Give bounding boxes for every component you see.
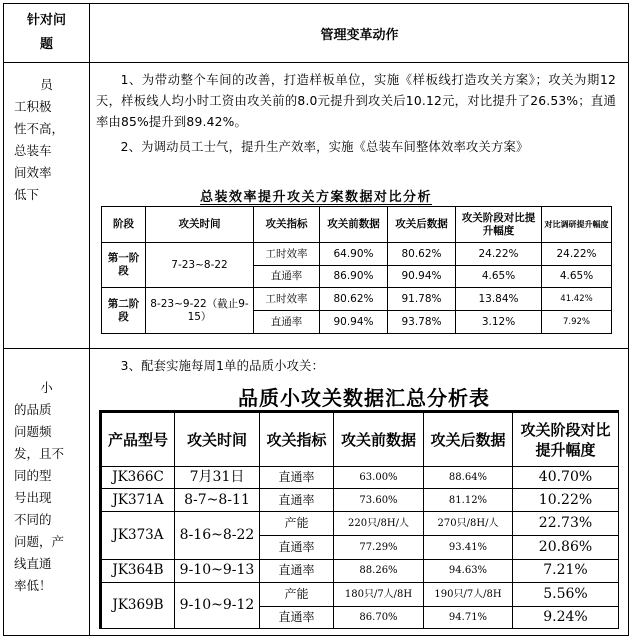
- value-cell: 20.86%: [513, 536, 619, 559]
- value-cell: 24.22%: [542, 243, 612, 266]
- model-cell: JK373A: [101, 512, 175, 559]
- table-row: [101, 467, 619, 489]
- value-cell: 22.73%: [513, 512, 619, 536]
- table-row: [101, 512, 619, 536]
- value-cell: 190只/7人/8H: [424, 582, 513, 606]
- period-cell: 7-23~8-22: [146, 243, 254, 288]
- period-cell: 9-10~9-12: [175, 582, 260, 628]
- issue-2-line: 同的型: [14, 468, 52, 483]
- column-header: 攻关前数据: [320, 207, 388, 243]
- value-cell: 3.12%: [456, 311, 542, 334]
- metric-cell: 工时效率: [254, 243, 320, 266]
- quality-summary-table: [99, 410, 619, 629]
- issue-2-text: [4, 377, 89, 597]
- value-cell: 180只/7人/8H: [334, 582, 424, 606]
- metric-cell: 工时效率: [254, 288, 320, 311]
- efficiency-comparison-table: [101, 206, 612, 334]
- value-cell: 7.92%: [542, 311, 612, 334]
- issue-2-line: 发，且不: [14, 446, 65, 461]
- issue-1-line: 总装车: [14, 143, 52, 158]
- metric-cell: 产能: [260, 582, 334, 606]
- issue-1-line: 间效率: [14, 165, 52, 180]
- efficiency-table-title: 总装效率提升攻关方案数据对比分析: [200, 190, 433, 205]
- metric-cell: 直通率: [260, 489, 334, 512]
- value-cell: 80.62%: [320, 288, 388, 311]
- value-cell: 13.84%: [456, 288, 542, 311]
- issue-2-line: 不同的: [14, 512, 52, 527]
- table-header-row: [102, 207, 612, 243]
- issue-1-line: 员: [40, 77, 53, 92]
- value-cell: 73.60%: [334, 489, 424, 512]
- model-cell: JK371A: [101, 489, 175, 512]
- model-cell: JK364B: [101, 559, 175, 582]
- issue-2-line: 率低！: [14, 578, 52, 593]
- period-cell: 9-10~9-13: [175, 559, 260, 582]
- value-cell: 64.90%: [320, 243, 388, 266]
- column-header: 产品型号: [101, 412, 175, 467]
- issue-1-line: 性不高，: [14, 121, 65, 136]
- value-cell: 93.78%: [388, 311, 456, 334]
- value-cell: 40.70%: [513, 467, 619, 489]
- table-row: [101, 559, 619, 582]
- table-row: [101, 489, 619, 512]
- issue-2-line: 的品质: [14, 402, 52, 417]
- value-cell: 86.90%: [320, 266, 388, 288]
- value-cell: 94.63%: [424, 559, 513, 582]
- value-cell: 91.78%: [388, 288, 456, 311]
- value-cell: 5.56%: [513, 582, 619, 606]
- value-cell: 10.22%: [513, 489, 619, 512]
- table-row: [102, 243, 612, 266]
- value-cell: 77.29%: [334, 536, 424, 559]
- value-cell: 41.42%: [542, 288, 612, 311]
- metric-cell: 直通率: [260, 559, 334, 582]
- issue-1-line: 低下: [14, 187, 40, 202]
- period-cell: 8-23~9-22（截止9-15）: [146, 288, 254, 334]
- paragraph-2: 2、为调动员工士气，提升生产效率，实施《总装车间整体效率攻关方案》: [120, 140, 529, 154]
- quality-table-title: 品质小攻关数据汇总分析表: [238, 386, 490, 410]
- issue-2-line: 小: [40, 380, 53, 395]
- model-cell: JK366C: [101, 467, 175, 489]
- column-divider: [89, 4, 90, 635]
- row-divider: [4, 348, 628, 349]
- issue-1-line: 工积极: [14, 99, 52, 114]
- value-cell: 4.65%: [456, 266, 542, 288]
- value-cell: 220只/8H/人: [334, 512, 424, 536]
- issue-2-line: 问题，产: [14, 534, 65, 549]
- column-header: 攻关时间: [175, 412, 260, 467]
- value-cell: 93.41%: [424, 536, 513, 559]
- header-issue-line-2: 题: [39, 37, 53, 52]
- value-cell: 81.12%: [424, 489, 513, 512]
- header-divider: [4, 62, 628, 63]
- stage-cell: 第一阶段: [102, 243, 146, 288]
- header-issue-line-1: 针对问: [26, 13, 66, 28]
- column-header: 攻关后数据: [424, 412, 513, 467]
- column-header: 攻关指标: [254, 207, 320, 243]
- value-cell: 270只/8H/人: [424, 512, 513, 536]
- metric-cell: 直通率: [254, 266, 320, 288]
- column-header: 攻关时间: [146, 207, 254, 243]
- value-cell: 86.70%: [334, 606, 424, 628]
- value-cell: 63.00%: [334, 467, 424, 489]
- value-cell: 80.62%: [388, 243, 456, 266]
- model-cell: JK369B: [101, 582, 175, 628]
- value-cell: 88.64%: [424, 467, 513, 489]
- period-cell: 8-16~8-22: [175, 512, 260, 559]
- column-header: 攻关指标: [260, 412, 334, 467]
- period-cell: 7月31日: [175, 467, 260, 489]
- issue-1-text: [4, 74, 89, 206]
- header-action-cell: 管理变革动作: [320, 27, 399, 43]
- period-cell: 8-7~8-11: [175, 489, 260, 512]
- header-issue-cell: [4, 4, 89, 62]
- table-row: [101, 582, 619, 606]
- metric-cell: 直通率: [254, 311, 320, 334]
- value-cell: 7.21%: [513, 559, 619, 582]
- value-cell: 24.22%: [456, 243, 542, 266]
- issue-2-line: 线直通: [14, 556, 52, 571]
- table-header-row: [101, 412, 619, 467]
- metric-cell: 直通率: [260, 606, 334, 628]
- metric-cell: 产能: [260, 512, 334, 536]
- metric-cell: 直通率: [260, 467, 334, 489]
- issue-2-line: 号出现: [14, 490, 52, 505]
- value-cell: 90.94%: [320, 311, 388, 334]
- paragraph-3: 3、配套实施每周1单的品质小攻关：: [120, 359, 325, 373]
- column-header: 攻关后数据: [388, 207, 456, 243]
- stage-cell: 第二阶段: [102, 288, 146, 334]
- issue-2-line: 问题频: [14, 424, 52, 439]
- value-cell: 9.24%: [513, 606, 619, 628]
- column-header: 阶段: [102, 207, 146, 243]
- table-row: [102, 288, 612, 311]
- value-cell: 4.65%: [542, 266, 612, 288]
- value-cell: 94.71%: [424, 606, 513, 628]
- column-header: 攻关阶段对比提升幅度: [456, 207, 542, 243]
- column-header: 攻关前数据: [334, 412, 424, 467]
- metric-cell: 直通率: [260, 536, 334, 559]
- value-cell: 90.94%: [388, 266, 456, 288]
- value-cell: 88.26%: [334, 559, 424, 582]
- column-header: 攻关阶段对比提升幅度: [513, 412, 619, 467]
- column-header: 对比调研提升幅度: [542, 207, 612, 243]
- paragraph-1: 1、为带动整个车间的改善，打造样板单位，实施《样板线打造攻关方案》；攻关为期12天，样板线人均小时工资由攻关前的8.0元提升到攻关后10.12元，对比提升了26.53%；直通率由85%提升到89.42%。: [96, 73, 616, 129]
